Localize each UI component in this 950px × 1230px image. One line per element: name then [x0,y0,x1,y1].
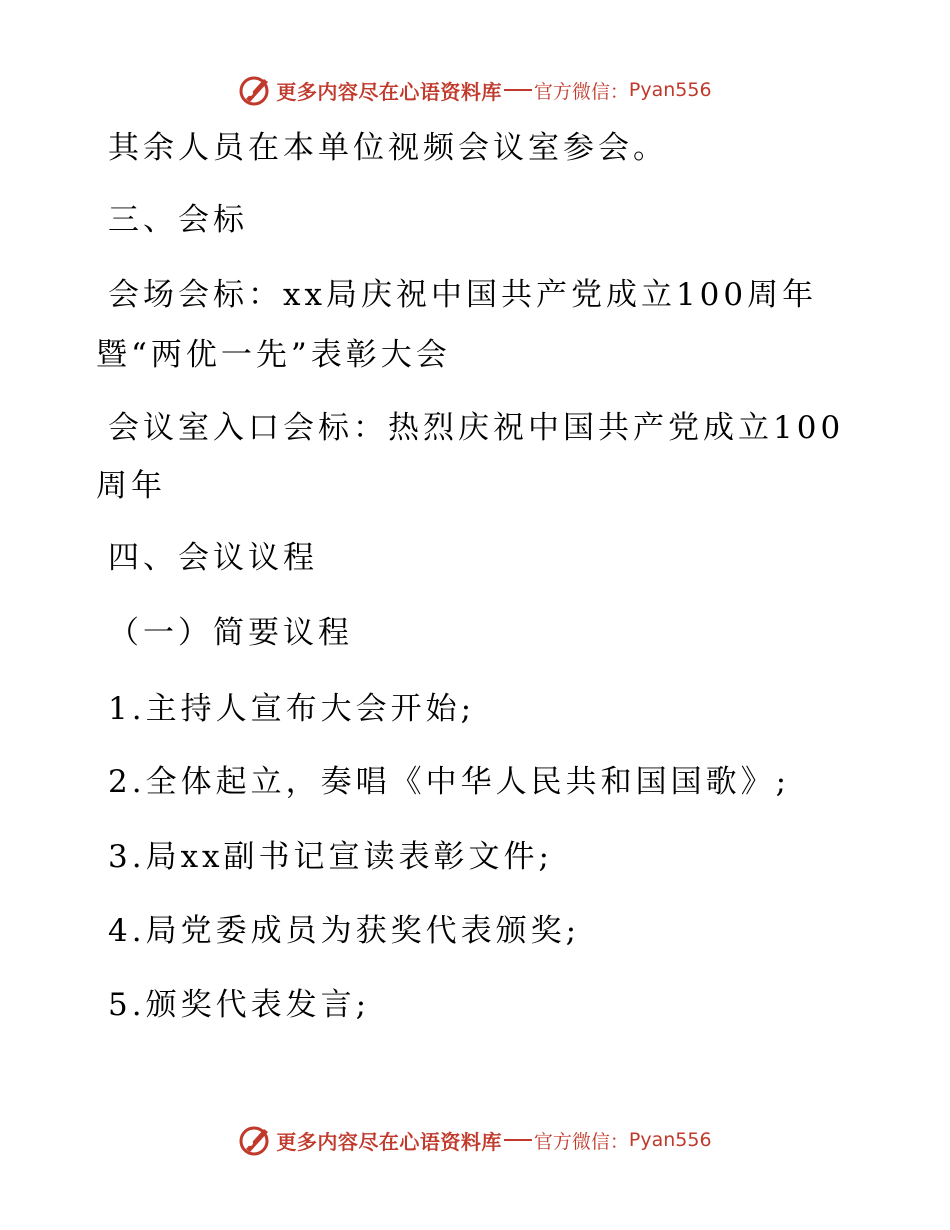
watermark-id-text: Pyan556 [628,79,712,101]
section-heading: 四、会议议程 [108,540,318,576]
watermark-dash [504,89,532,91]
agenda-item: 2.全体起立，奏唱《中华人民共和国国歌》; [108,764,791,800]
watermark-main-text: 更多内容尽在心语资料库 [276,1129,502,1154]
watermark-sub-text: 官方微信： [533,1130,629,1153]
pen-logo-icon [238,73,272,107]
paragraph-line: 暨“两优一先”表彰大会 [96,337,451,373]
pen-logo-icon [238,1123,272,1157]
watermark-sub-text: 官方微信： [533,80,629,103]
paragraph-line: 周年 [96,468,166,504]
watermark-main-text: 更多内容尽在心语资料库 [276,79,502,104]
section-heading: 三、会标 [108,202,248,238]
header-watermark [0,70,950,110]
agenda-item: 4.局党委成员为获奖代表颁奖; [108,913,581,949]
paragraph-line: 会场会标：xx局庆祝中国共产党成立100周年 [108,277,818,313]
subsection-heading: （一）简要议程 [108,615,353,651]
paragraph-line: 其余人员在本单位视频会议室参会。 [108,130,668,166]
agenda-item: 5.颁奖代表发言; [108,987,371,1023]
paragraph-line: 会议室入口会标：热烈庆祝中国共产党成立100 [108,410,845,446]
watermark-dash [504,1139,532,1141]
agenda-item: 3.局xx副书记宣读表彰文件; [108,839,553,875]
agenda-item: 1.主持人宣布大会开始; [108,691,476,727]
watermark-id-text: Pyan556 [628,1129,712,1151]
footer-watermark [0,1120,950,1160]
